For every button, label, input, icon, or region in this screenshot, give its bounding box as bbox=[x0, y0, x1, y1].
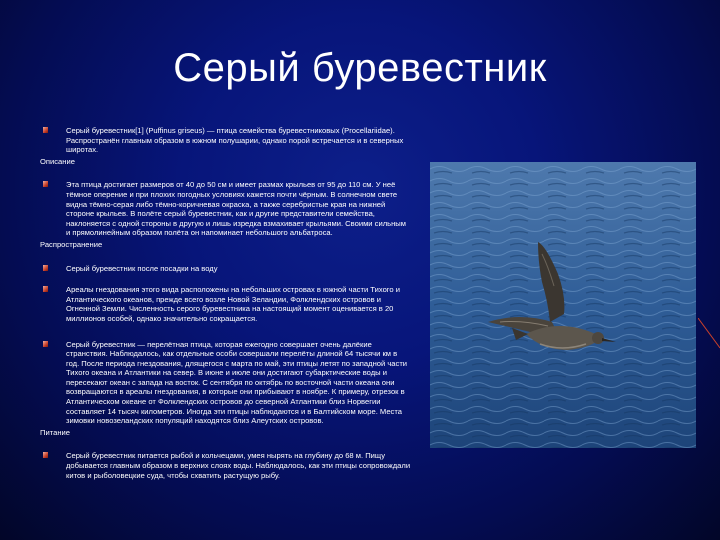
list-item bbox=[40, 340, 412, 426]
list-item bbox=[40, 180, 412, 238]
paragraph-text: Ареалы гнездования этого вида расположены на небольших островах в южной части Тихого и Атлантического океанов, прежде всего возле Новой Зеландии, Фолклендских островов и Огненной Земли. Численность серого буревестника на настоящий момент оценивается в 20 миллионов особей, однако значительно сокращается. bbox=[66, 285, 400, 323]
paragraph-text: Серый буревестник — перелётная птица, которая ежегодно совершает очень далёкие странствия. Наблюдалось, как отдельные особи совершали перелёты длиной 64 тысячи км в год. После периода гнездования, длящегося с марта по май, эти птицы летят по западной части Тихого океана и Атлантики на север. В июне и июле они достигают субарктические воды и пересекают океан с запада на восток. С сентября по октябрь по восточной части океана они возвращаются в ареалы гнездования, в которые они прибывают в ноябре. К примеру, отрезок в Атлантическом океане от Фолклендских островов до северной Атлантики близ Норвегии составляет 14 тысяч километров. Иногда эти птицы наблюдаются и в Балтийском море. Места зимовки новозеландских популяций находятся близ Алеутских островов. bbox=[66, 339, 408, 426]
section-heading: Питание bbox=[40, 427, 70, 437]
slide-body bbox=[40, 126, 412, 482]
paragraph-text: Серый буревестник питается рыбой и кольчецами, умея нырять на глубину до 68 м. Пищу добывается главным образом в верхних слоях воды. Наблюдалось, как эти птицы сопровождали китов и рыболовецкие суда, чтобы схватить растущую рыбу. bbox=[66, 451, 411, 480]
section-heading: Распространение bbox=[40, 239, 103, 249]
list-item bbox=[40, 126, 412, 155]
paragraph-text: Серый буревестник[1] (Puffinus griseus) — птица семейства буревестниковых (Procellariidae). Распространён главным образом в южном полушарии, однако порой встречается и в северных широтах. bbox=[66, 126, 404, 155]
bullet-icon bbox=[43, 452, 48, 458]
paragraph-text: Серый буревестник после посадки на воду bbox=[66, 263, 218, 273]
shearwater-photo-icon bbox=[430, 162, 696, 448]
list-item bbox=[40, 285, 412, 323]
paragraph-text: Эта птица достигает размеров от 40 до 50 см и имеет размах крыльев от 95 до 110 см. У неё тёмное оперение и при плохих погодных условиях кажется почти чёрным. В солнечном свете видна тёмно-серая либо тёмно-коричневая окраска, а также серебристые края на нижней стороне крыльев. В полёте серый буревестник, как и другие представители семейства, наклоняется с одной стороны в другую и лишь изредка взмахивает крыльями. Своими сильным и прямолинейным образом полёта он напоминает небольшого альбатроса. bbox=[66, 180, 406, 238]
section-heading: Описание bbox=[40, 156, 75, 166]
decor-line-icon bbox=[698, 318, 720, 352]
bullet-icon bbox=[43, 181, 48, 187]
bullet-icon bbox=[43, 265, 48, 271]
list-item bbox=[40, 451, 412, 480]
bullet-icon bbox=[43, 341, 48, 347]
page-title: Серый буревестник bbox=[173, 46, 547, 90]
list-item bbox=[40, 264, 412, 274]
bullet-icon bbox=[43, 286, 48, 292]
bullet-icon bbox=[43, 127, 48, 133]
